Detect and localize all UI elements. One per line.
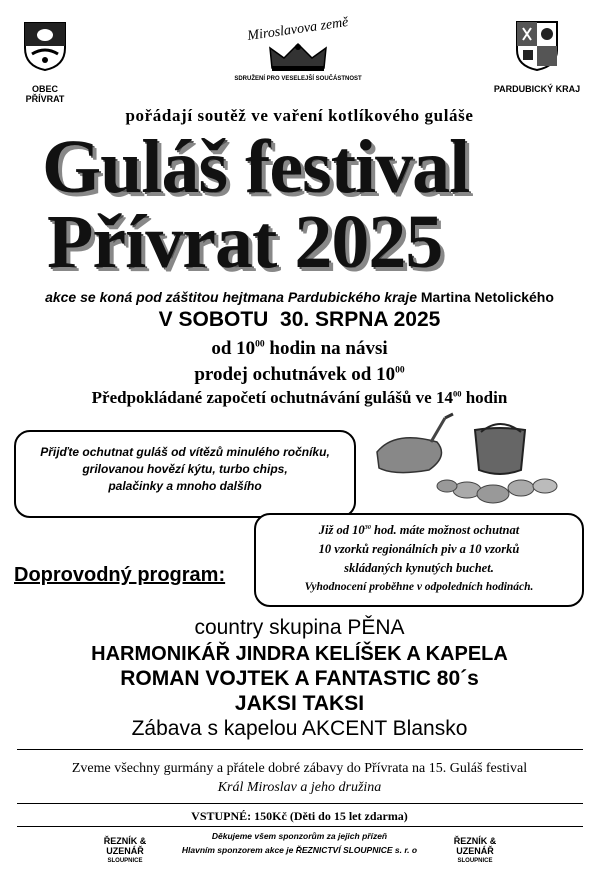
time-line-1-sup: 00 [255,339,265,350]
food-offer-box [14,430,356,518]
time-line-3-pre: Předpokládané započetí ochutnávání gulášů ve 14 [91,388,453,407]
time-line-3-sup: 00 [452,388,462,399]
sponsor-logo-left-bottom: SLOUPNICE [107,858,143,864]
time-line-3 [0,388,599,408]
tasting-info-box [254,513,584,607]
program-item-4: JAKSI TAKSI [234,692,365,715]
sponsor-logo-left [88,836,162,864]
patronage-line [0,289,599,305]
tasting-line-2: 10 vzorků regionálních piv a 10 vzorků [318,542,520,556]
tasting-info-text [256,521,582,597]
pardubicky-kraj-logo [492,20,582,94]
sponsor-thanks: Děkujeme všem sponzorům za jejich přízeň [211,831,388,841]
sponsor-logo-right-bottom: SLOUPNICE [457,858,493,864]
village-coat-of-arms-icon [22,20,68,72]
title-line-2: Přívrat 2025 [47,200,443,284]
patronage-name: Martina Netolického [420,289,554,305]
program-item-3: ROMAN VOJTEK A FANTASTIC 80´s [120,667,479,690]
food-offer-text [16,444,354,495]
obec-privrat-logo [14,20,76,104]
time-line-3-post: hodin [461,388,508,407]
tasting-line-3: skládaných kynutých buchet. [344,561,494,575]
invite-line-1: Zveme všechny gurmány a přátele dobré zábavy do Přívrata na 15. Guláš festival [71,761,528,776]
intro-line: pořádají soutěž ve vaření kotlíkového guláše [125,106,474,125]
tasting-line-1-sup: 30 [364,523,371,531]
tasting-line-1-pre: Již od 10 [318,523,365,537]
time-line-1 [0,338,599,360]
sponsor-main: Hlavním sponzorem akce je ŘEZNICTVÍ SLOUPNICE s. r. o [181,845,418,855]
time-line-1-post: hodin na návsi [264,338,388,359]
program-heading: Doprovodný program: [14,564,226,586]
sponsor-logo-left-top: ŘEZNÍK & UZENÁŘ [103,836,147,856]
obec-privrat-caption: OBEC PŘÍVRAT [25,84,65,104]
miroslavova-zeme-caption: SDRUŽENÍ PRO VESELEJŠÍ SOUČÁSTNOST [234,76,362,82]
tasting-line-4: Vyhodnocení proběhne v odpoledních hodinách. [304,581,534,593]
time-line-2-sup: 00 [395,365,405,376]
sponsor-logo-right-top: ŘEZNÍK & UZENÁŘ [453,836,497,856]
tasting-line-1 [256,521,582,540]
food-offer-line-2: grilovanou hovězí kýtu, turbo chips, [82,462,288,476]
divider-1 [17,749,583,750]
sponsor-logo-right [438,836,512,864]
patronage-prefix: akce se koná pod záštitou hejtmana Pardubického kraje [45,289,417,305]
food-offer-line-3: palačinky a mnoho dalšího [108,479,262,493]
program-item-2: HARMONIKÁŘ JINDRA KELÍŠEK A KAPELA [91,643,508,665]
divider-3 [17,826,583,827]
invite-line-2: Král Miroslav a jeho družina [217,780,382,795]
divider-2 [17,803,583,804]
goulash-kettle-icon [375,412,565,512]
program-item-5: Zábava s kapelou AKCENT Blansko [131,717,468,740]
miroslavova-zeme-title: Miroslavova země [246,14,350,45]
food-offer-line-1: Přijďte ochutnat guláš od vítězů minulého ročníku, [40,445,330,459]
admission: VSTUPNÉ: 150Kč (Děti do 15 let zdarma) [191,809,408,823]
region-coat-of-arms-icon [515,20,559,72]
program-item-1: country skupina PĚNA [194,616,405,639]
time-line-2-pre: prodej ochutnávek od 10 [194,364,396,385]
event-date: V SOBOTU 30. SRPNA 2025 [158,308,441,331]
pardubicky-kraj-caption: PARDUBICKÝ KRAJ [493,84,581,94]
miroslavova-zeme-logo [228,14,368,82]
time-line-1-pre: od 10 [211,338,256,359]
tasting-line-1-post: hod. máte možnost ochutnat [370,523,520,537]
title-line-1: Guláš festival [42,125,470,209]
crown-icon [268,42,328,72]
time-line-2 [0,364,599,386]
